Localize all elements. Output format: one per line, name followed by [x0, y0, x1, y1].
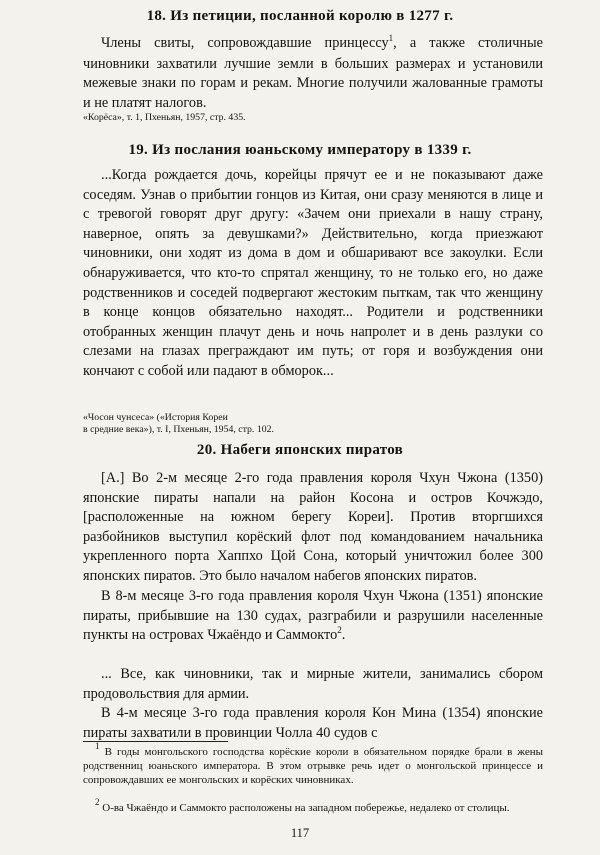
section-18-text — [83, 34, 543, 113]
footnote-1 — [83, 741, 543, 787]
footnote-divider — [83, 741, 228, 742]
section-19-source-line1: «Чосон чунсеса» («История Кореи — [83, 412, 228, 423]
footnote-2-text: О-ва Чжаёндо и Саммокто расположены на западном побережье, недалеко от столицы. — [102, 802, 510, 814]
section-18-text-part2: , а также столичные чиновники захватили лучшие земли в больших размерах и установили межевые знаки по горам и рекам. Многие получили жалованные грамоты и не платят налогов. — [83, 35, 543, 111]
section-20-title: 20. Набеги японских пиратов — [196, 442, 404, 458]
section-20-para-2-part1: В 8-м месяце 3-го года правления короля Чхун Чжона (1351) японские пираты, прибывшие на 130 судах, разграбили и разрушили населенные пункты на островах Чжаёндо и Саммокто — [83, 588, 543, 644]
section-20-para-3: ... Все, как чиновники, так и мирные жители, занимались сбором продовольствия для армии. — [83, 666, 543, 702]
footnote-2 — [83, 797, 543, 816]
section-18-text-part1: Члены свиты, сопровождавшие принцессу — [101, 35, 389, 51]
section-20-para-1: [А.] Во 2-м месяце 2-го года правления короля Чхун Чжона (1350) японские пираты напали на район Косона и остров Кочжэдо, [расположенные на южном берегу Кореи]. Против вторгшихся разбойников выступил корёский флот под командованием начальника укрепленного порта Хаппхо Цой Сона, который уничтожил более 300 японских пиратов. Это было началом набегов японских пиратов. — [83, 470, 543, 584]
footnote-ref-2: 2 — [337, 625, 342, 636]
page-number: 117 — [290, 826, 310, 840]
section-20-para-4: В 4-м месяце 3-го года правления короля Кон Мина (1354) японские пираты захватили в провинции Чолла 40 судов с — [83, 705, 543, 741]
section-18-title: 18. Из петиции, посланной королю в 1277 г. — [146, 8, 454, 24]
footnote-ref-1: 1 — [388, 33, 394, 43]
section-19-source — [83, 412, 543, 436]
section-19-source-line2: в средние века»), т. I, Пхеньян, 1954, стр. 102. — [83, 424, 274, 435]
section-19-title: 19. Из послания юаньскому императору в 1339 г. — [128, 142, 472, 158]
section-19-text: ...Когда рождается дочь, корейцы прячут ее и не показывают даже соседям. Узнав о прибытии гонцов из Китая, они сразу меняются в лице и с тревогой говорят друг другу: «Зачем они приехали в нашу страну, наверное, опять за девушками?» Действительно, когда приезжают чиновники, они ходят из дома в дом и обшаривают все закоулки. Если обнаруживается, что кто-то спрятал женщину, то не только его, но даже родственников и соседей подвергают жестоким пыткам, так что женщину в конце концов обязательно находят... Родители и родственники отобранных женщин плачут день и ночь напролет и в день разлуки со слезами на глазах преграждают им путь; от горя и возбуждения они кончают с собой или падают в обморок... — [83, 167, 543, 379]
section-20-para-2-part2: . — [341, 627, 346, 644]
section-18-source: «Корёса», т. 1, Пхеньян, 1957, стр. 435. — [83, 112, 246, 123]
footnote-1-mark: 1 — [95, 741, 100, 751]
section-20-para-2 — [83, 587, 543, 647]
footnote-1-text: В годы монгольского господства корёские короли в обязательном порядке брали в жены родственниц юаньского императора. В этом отрывке речь идет о монгольской принцессе и сопровождавших ее монгольских и корёских чиновниках. — [83, 746, 543, 786]
footnote-2-mark: 2 — [95, 797, 100, 807]
